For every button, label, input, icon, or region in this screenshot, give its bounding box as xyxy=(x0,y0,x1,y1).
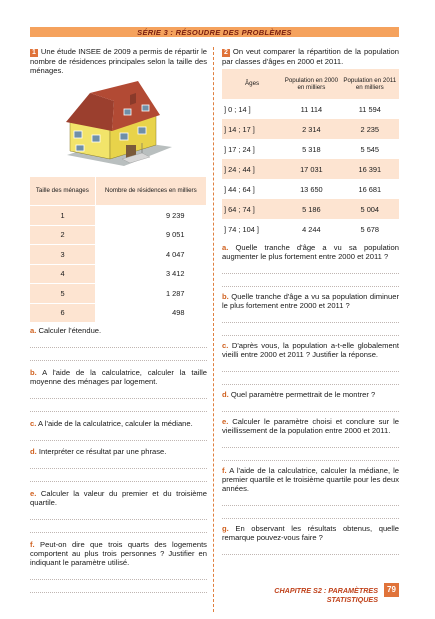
answer-line[interactable] xyxy=(30,567,207,580)
ex2-question-g: g. En observant les résultats obtenus, quelle remarque pouvez-vous faire ? xyxy=(222,524,399,542)
population-table xyxy=(222,69,399,239)
ex2-number: 2 xyxy=(224,49,228,56)
col-header-residences: Nombre de résidences en milliers xyxy=(95,177,206,206)
table-row: ] 14 ; 17 ] 2 314 2 235 xyxy=(222,119,399,139)
table-row: 2 9 051 xyxy=(30,225,207,245)
exercise-1 xyxy=(30,47,207,593)
answer-line[interactable] xyxy=(30,580,207,593)
answer-line[interactable] xyxy=(222,542,399,555)
ex1-question-f: f. Peut-on dire que trois quarts des logements comportent au plus trois personnes ? Justifier en indiquant le paramètre utilisé. xyxy=(30,540,207,567)
answer-line[interactable] xyxy=(30,456,207,469)
table-row: 6 498 xyxy=(30,303,207,322)
ex2-question-b: b. Quelle tranche d'âge a vu sa population diminuer le plus fortement entre 2000 et 2011 ? xyxy=(222,292,399,310)
answer-line[interactable] xyxy=(30,399,207,412)
series-header xyxy=(30,27,399,37)
table-row: ] 74 ; 104 ] 4 244 5 678 xyxy=(224,224,380,234)
ex1-question-c: c. A l'aide de la calculatrice, calculer la médiane. xyxy=(30,419,193,428)
ex2-question-e: e. Calculer le paramètre choisi et conclure sur le vieillissement de la population entre 2000 et 2011. xyxy=(222,417,399,435)
table-row: ] 44 ; 64 ] 13 650 16 681 xyxy=(224,184,382,194)
answer-line[interactable] xyxy=(30,335,207,348)
households-table xyxy=(30,177,207,322)
answer-line[interactable] xyxy=(30,469,207,482)
answer-line[interactable] xyxy=(222,261,399,274)
ex1-question-b: b. A l'aide de la calculatrice, calculer la taille moyenne des ménages par logement. xyxy=(30,368,207,386)
exercise-2 xyxy=(222,47,399,555)
ex1-question-e: e. Calculer la valeur du premier et du troisième quartile. xyxy=(30,489,207,507)
ex2-question-d: d. Quel paramètre permettrait de le montrer ? xyxy=(222,390,376,399)
ex2-question-c: c. D'après vous, la population a-t-elle globalement vieilli entre 2000 et 2011 ? Justifier la réponse. xyxy=(222,341,399,359)
ex1-question-d: d. Interpréter ce résultat par une phrase. xyxy=(30,447,167,456)
col-header-household-size: Taille des ménages xyxy=(30,177,95,206)
table-row: 4 3 412 xyxy=(30,264,207,284)
table-row: 1 9 239 xyxy=(30,206,207,226)
col-header-2000: Population en 2000 en milliers xyxy=(282,69,340,99)
table-row: 3 4 047 xyxy=(30,245,207,265)
page-number: 79 xyxy=(384,583,399,597)
table-row: ] 17 ; 24 ] 5 318 5 545 xyxy=(224,144,380,154)
series-title: SÉRIE 3 : RÉSOUDRE DES PROBLÈMES xyxy=(137,27,292,37)
house-illustration xyxy=(64,79,174,171)
answer-line[interactable] xyxy=(222,372,399,385)
ex1-intro: 1 Une étude INSEE de 2009 a permis de répartir le nombre de résidences principales selon la taille des ménages. xyxy=(30,47,207,75)
table-row: ] 24 ; 44 ] 17 031 16 391 xyxy=(222,159,399,179)
table-row: 5 1 287 xyxy=(30,284,207,304)
answer-line[interactable] xyxy=(30,428,207,441)
answer-line[interactable] xyxy=(30,520,207,533)
chapter-footer: CHAPITRE S2 : PARAMÈTRES STATISTIQUES xyxy=(274,586,378,604)
answer-line[interactable] xyxy=(222,448,399,461)
answer-line[interactable] xyxy=(222,323,399,336)
answer-line[interactable] xyxy=(30,348,207,361)
ex1-number: 1 xyxy=(32,49,36,56)
ex2-intro: 2 On veut comparer la répartition de la population par classes d'âges en 2000 et 2011. xyxy=(222,47,399,66)
answer-line[interactable] xyxy=(222,359,399,372)
answer-line[interactable] xyxy=(30,507,207,520)
answer-line[interactable] xyxy=(222,435,399,448)
table-row: ] 64 ; 74 ] 5 186 5 004 xyxy=(222,199,399,219)
ex2-question-f: f. A l'aide de la calculatrice, calculer la médiane, le premier quartile et le troisième quartile pour les deux années. xyxy=(222,466,399,493)
ex2-question-a: a. Quelle tranche d'âge a vu sa population augmenter le plus fortement entre 2000 et 2011 ? xyxy=(222,243,399,261)
answer-line[interactable] xyxy=(222,274,399,287)
col-header-2011: Population en 2011 en milliers xyxy=(341,69,399,99)
answer-line[interactable] xyxy=(222,310,399,323)
column-divider xyxy=(213,47,214,612)
ex1-question-a: a. Calculer l'étendue. xyxy=(30,326,102,335)
col-header-ages: Âges xyxy=(222,69,282,99)
answer-line[interactable] xyxy=(222,506,399,519)
table-row: ] 0 ; 14 ] 11 114 11 594 xyxy=(224,104,381,114)
answer-line[interactable] xyxy=(30,386,207,399)
answer-line[interactable] xyxy=(222,399,399,412)
answer-line[interactable] xyxy=(222,493,399,506)
